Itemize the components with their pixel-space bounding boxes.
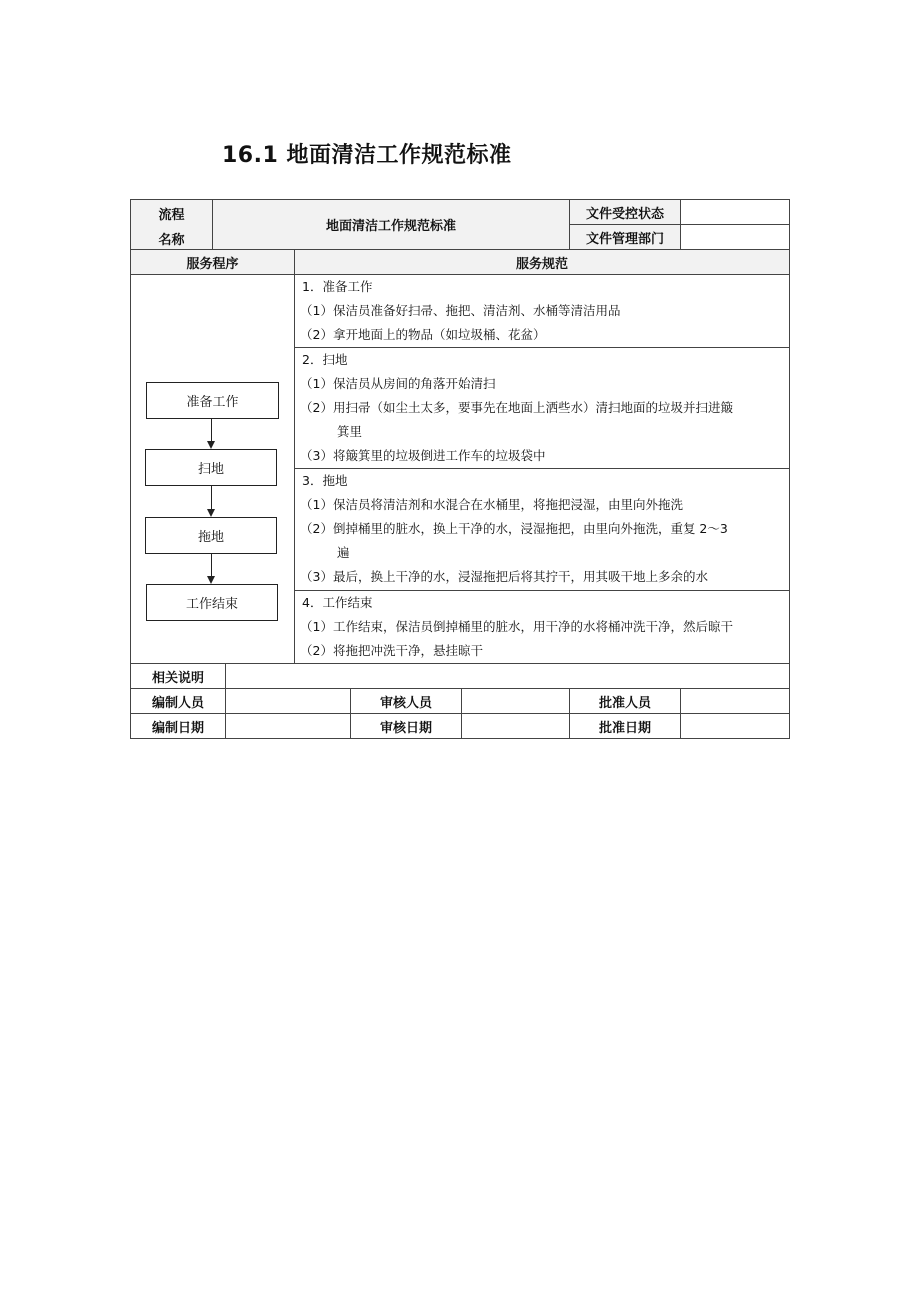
prepared-date-label: 编制日期 [151, 720, 204, 736]
section-item: （1）保洁员从房间的角落开始清扫 [300, 376, 496, 391]
footer-cell [461, 713, 570, 739]
page-title: 16.1 地面清洁工作规范标准 [222, 143, 512, 168]
control-status-label: 文件受控状态 [585, 206, 664, 222]
column-header-procedure: 服务程序 [186, 256, 239, 272]
section-item: （2）将拖把冲洗干净，悬挂晾干 [300, 643, 483, 658]
review-date-label: 审核日期 [379, 720, 432, 736]
reviewer-label: 审核人员 [379, 695, 432, 711]
section-item: 箕里 [337, 424, 363, 439]
flow-step-sweep: 扫地 [145, 449, 277, 486]
section-item: （2）拿开地面上的物品（如垃圾桶、花盆） [300, 327, 546, 342]
section-sweep [294, 348, 790, 468]
dept-value [680, 224, 790, 250]
section-heading: 2．扫地 [302, 352, 348, 367]
process-name-value: 地面清洁工作规范标准 [325, 219, 456, 234]
flow-connector [211, 486, 212, 510]
footer-cell [225, 713, 351, 739]
notes-label: 相关说明 [151, 670, 204, 686]
section-heading: 1．准备工作 [302, 279, 373, 294]
footer-cell [225, 688, 351, 714]
section-prepare [294, 275, 790, 347]
section-item: （1）保洁员将清洁剂和水混合在水桶里，将拖把浸湿，由里向外拖洗 [300, 497, 683, 512]
arrow-down-icon [207, 509, 215, 517]
section-finish [294, 591, 790, 663]
footer-cell [680, 688, 790, 714]
process-name-label-2: 名称 [158, 232, 185, 248]
footer-cell [461, 688, 570, 714]
section-heading: 3．拖地 [302, 473, 348, 488]
notes-value [225, 663, 790, 689]
section-item: （2）用扫帚（如尘土太多，要事先在地面上洒些水）清扫地面的垃圾并扫进簸 [300, 400, 733, 415]
section-heading: 4．工作结束 [302, 595, 373, 610]
flow-connector [211, 554, 212, 577]
footer-cell [680, 713, 790, 739]
approver-label: 批准人员 [598, 695, 651, 711]
dept-label: 文件管理部门 [585, 231, 664, 247]
section-mop [294, 469, 790, 589]
arrow-down-icon [207, 441, 215, 449]
flow-step-finish: 工作结束 [146, 584, 278, 621]
column-header-standard: 服务规范 [515, 256, 568, 272]
flow-step-prepare: 准备工作 [146, 382, 279, 419]
section-item: （1）保洁员准备好扫帚、拖把、清洁剂、水桶等清洁用品 [300, 303, 621, 318]
control-status-value [680, 199, 790, 225]
section-item: （3）最后，换上干净的水，浸湿拖把后将其拧干，用其吸干地上多余的水 [300, 569, 708, 584]
process-name-label: 流程 [158, 207, 185, 223]
flow-step-mop: 拖地 [145, 517, 277, 554]
section-item: （1）工作结束，保洁员倒掉桶里的脏水，用干净的水将桶冲洗干净，然后晾干 [300, 619, 733, 634]
section-item: （3）将簸箕里的垃圾倒进工作车的垃圾袋中 [300, 448, 546, 463]
approve-date-label: 批准日期 [598, 720, 651, 736]
arrow-down-icon [207, 576, 215, 584]
section-item: （2）倒掉桶里的脏水，换上干净的水，浸湿拖把，由里向外拖洗，重复 2～3 [300, 521, 728, 536]
prepared-by-label: 编制人员 [151, 695, 204, 711]
flow-connector [211, 419, 212, 442]
section-item: 遍 [337, 545, 350, 560]
